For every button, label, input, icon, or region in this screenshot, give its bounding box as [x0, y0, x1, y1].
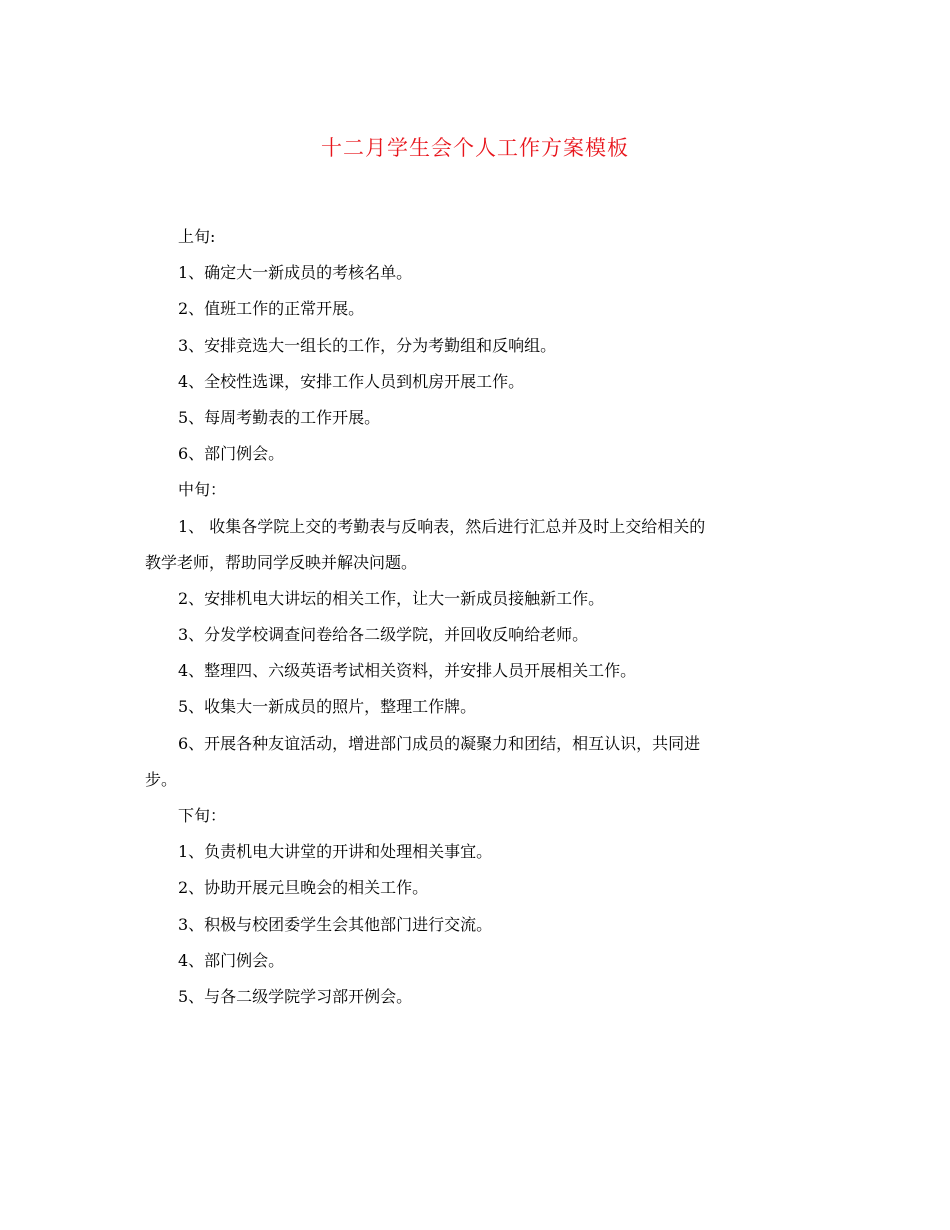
text-line: 3、分发学校调查问卷给各二级学院，并回收反响给老师。: [178, 625, 589, 645]
text-line: 6、部门例会。: [178, 444, 285, 464]
document-body: [145, 219, 805, 1015]
text-line: 2、协助开展元旦晚会的相关工作。: [178, 878, 429, 898]
text-line: 1、负责机电大讲堂的开讲和处理相关事宜。: [178, 842, 493, 862]
text-line: 3、积极与校团委学生会其他部门进行交流。: [178, 914, 493, 934]
text-line: 1、 收集各学院上交的考勤表与反响表，然后进行汇总并及时上交给相关的: [178, 516, 706, 536]
text-line: 下旬：: [178, 806, 227, 825]
text-line: 5、收集大一新成员的照片，整理工作牌。: [178, 697, 477, 717]
text-line: 步。: [145, 769, 178, 789]
text-line: 中旬：: [178, 480, 227, 500]
text-line: 教学老师，帮助同学反映并解决问题。: [145, 552, 418, 572]
text-line: 上旬:: [178, 227, 216, 246]
text-line: 2、安排机电大讲坛的相关工作，让大一新成员接触新工作。: [178, 588, 605, 608]
text-line: 4、整理四、六级英语考试相关资料，并安排人员开展相关工作。: [178, 661, 637, 681]
text-line: 4、全校性选课，安排工作人员到机房开展工作。: [178, 371, 525, 391]
document-title: 十二月学生会个人工作方案模板: [321, 136, 629, 160]
text-line: 5、每周考勤表的工作开展。: [178, 407, 381, 427]
text-line: 3、安排竞选大一组长的工作，分为考勤组和反响组。: [178, 335, 557, 355]
text-line: 4、部门例会。: [178, 950, 285, 970]
text-line: 5、与各二级学院学习部开例会。: [178, 986, 413, 1006]
text-line: 6、开展各种友谊活动，增进部门成员的凝聚力和团结，相互认识，共同进: [178, 733, 701, 753]
text-line: 1、确定大一新成员的考核名单。: [178, 263, 413, 283]
text-line: 2、值班工作的正常开展。: [178, 299, 365, 319]
